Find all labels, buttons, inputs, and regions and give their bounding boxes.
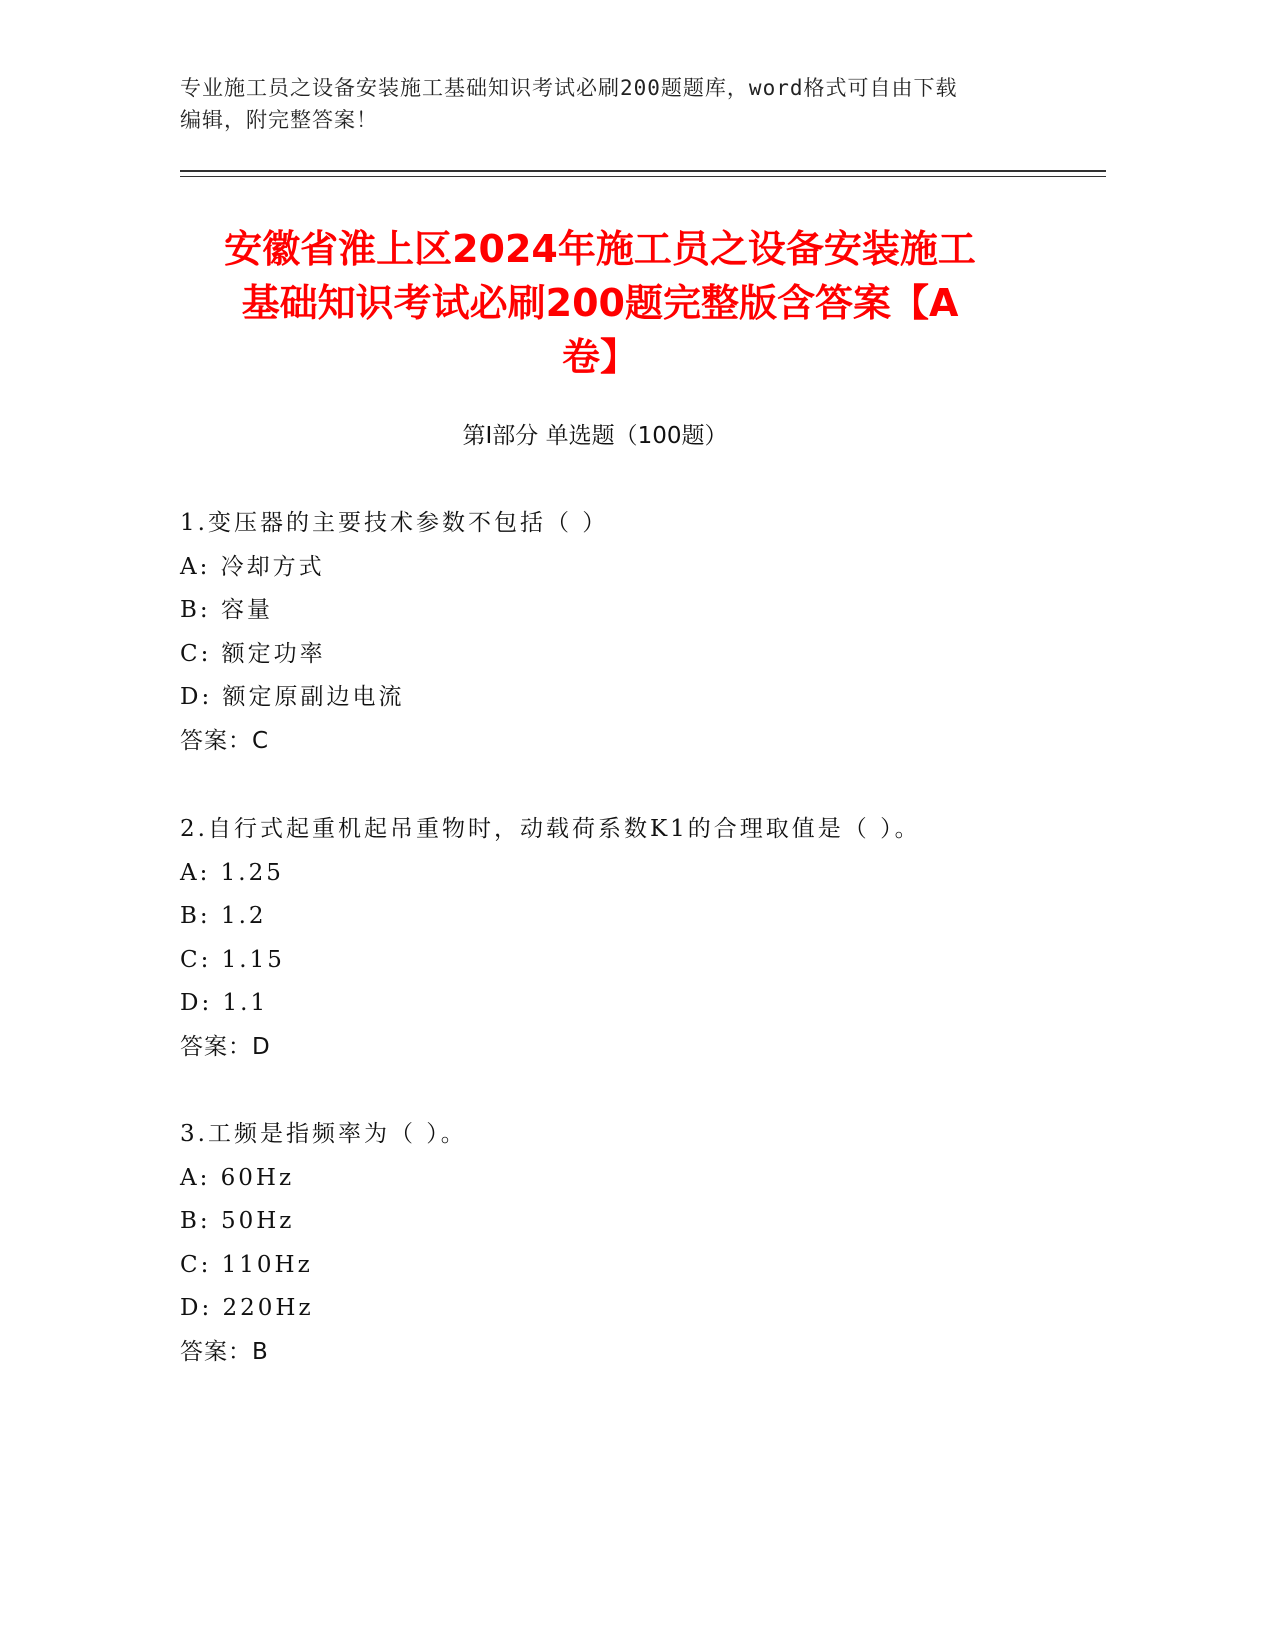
header-note-line-1: 专业施工员之设备安装施工基础知识考试必刷200题题库，word格式可自由下载: [180, 76, 958, 100]
option-c: C: 1.15: [180, 946, 285, 973]
option-a: A: 冷却方式: [180, 553, 325, 580]
document-header-note: [180, 72, 1040, 136]
document-title: [160, 222, 1040, 384]
option-d: D: 额定原副边电流: [180, 684, 405, 710]
option-d: D: 220Hz: [180, 1295, 314, 1321]
header-note-line-2: 编辑，附完整答案！: [180, 108, 378, 132]
answer-text: 答案：C: [180, 727, 270, 754]
document-title-line-2: 基础知识考试必刷200题完整版含答案【A: [241, 281, 959, 325]
option-b: B: 容量: [180, 597, 273, 623]
option-b: B: 1.2: [180, 903, 267, 929]
question-stem: 3.工频是指频率为（ ）。: [180, 1121, 467, 1147]
section-heading: 第Ⅰ部分 单选题（100题）: [462, 423, 728, 449]
answer-text: 答案：D: [180, 1033, 271, 1060]
option-d: D: 1.1: [180, 990, 269, 1016]
option-b: B: 50Hz: [180, 1208, 295, 1234]
document-title-line-3: 卷】: [561, 335, 638, 379]
option-a: A: 60Hz: [180, 1164, 295, 1191]
question-stem: 1.变压器的主要技术参数不包括（ ）: [180, 510, 609, 536]
option-c: C: 110Hz: [180, 1251, 313, 1278]
document-title-line-1: 安徽省淮上区2024年施工员之设备安装施工: [224, 227, 976, 271]
answer-text: 答案：B: [180, 1338, 269, 1365]
question-block: [180, 808, 1080, 1069]
question-block: [180, 1113, 1080, 1374]
question-stem: 2.自行式起重机起吊重物时，动载荷系数K1的合理取值是（ ）。: [180, 816, 921, 842]
header-divider-thin: [180, 176, 1106, 177]
header-divider-thick: [180, 170, 1106, 172]
question-block: [180, 502, 1080, 763]
option-a: A: 1.25: [180, 859, 284, 886]
option-c: C: 额定功率: [180, 640, 326, 667]
